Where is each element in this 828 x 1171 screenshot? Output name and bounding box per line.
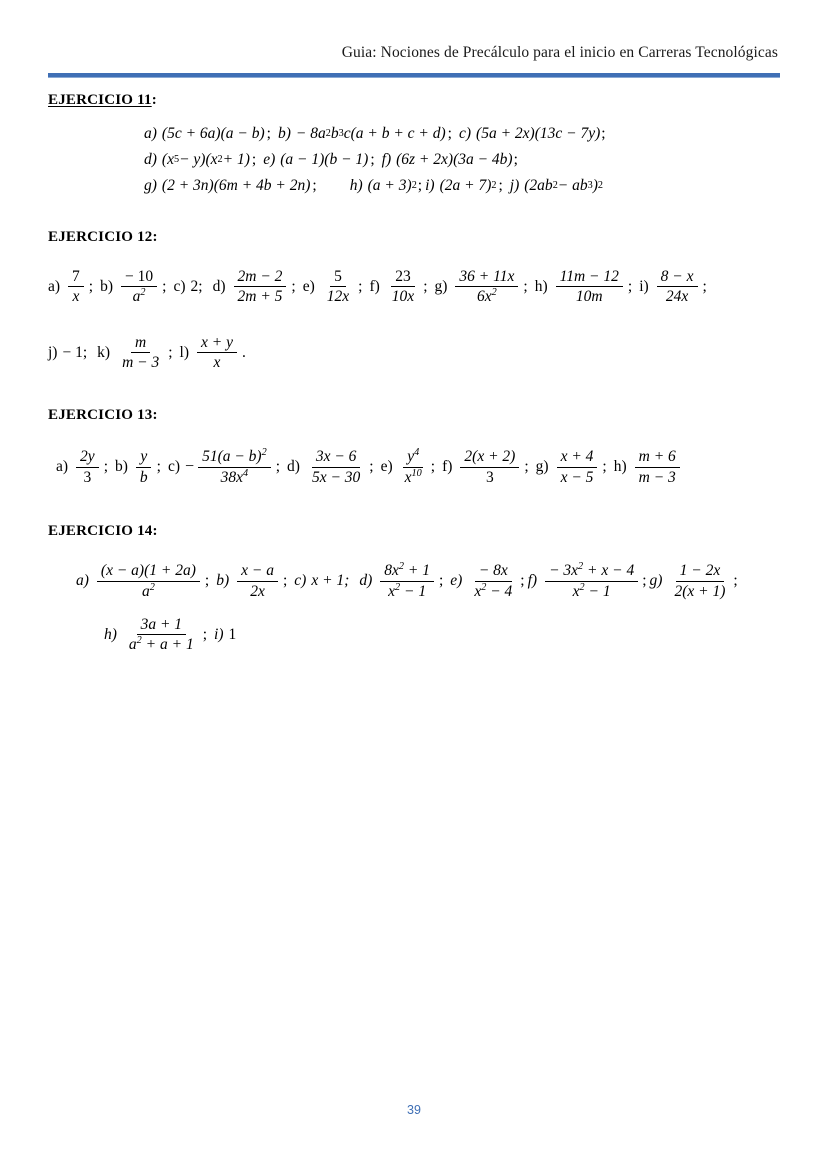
frac-13e-num — [403, 448, 423, 467]
sep-14b: ; — [282, 572, 288, 590]
frac-12d-den: 2m + 5 — [237, 288, 283, 306]
frac-14d-num-tail: + 1 — [404, 562, 430, 580]
frac-14f-den — [569, 582, 615, 600]
frac-13e-den-base: x — [404, 468, 412, 486]
frac-12g-den-exp: 2 — [491, 287, 497, 299]
frac-12e — [323, 268, 353, 306]
item-label-12c: c) — [173, 277, 186, 295]
expr-11b-group: (a + b + c + d) — [350, 125, 446, 142]
item-label-14c: c) — [294, 572, 307, 590]
exercise-12-row-2 — [48, 334, 780, 372]
frac-13c-num — [198, 448, 271, 467]
sep-12e: ; — [358, 277, 363, 295]
item-label-a: a) — [144, 125, 157, 142]
exercise-11-row-3: g) (2 + 3n) (6m + 4b + 2n) ; h) (a + 3) 2 ; i) (2a + 7) 2 ; j) (2ab 2 − ab 3 ) 2 — [144, 177, 604, 194]
item-label-14e: e) — [450, 572, 463, 590]
frac-13c-den-base: 38x — [220, 468, 244, 486]
frac-13h — [635, 448, 680, 486]
expr-11g-part2: (6m + 4b + 2n) — [213, 177, 311, 194]
exercise-14-heading-row — [48, 522, 780, 540]
value-12c: 2; — [190, 277, 203, 295]
frac-12b-num: − 10 — [121, 268, 157, 287]
item-label-e: e) — [263, 151, 276, 168]
frac-14e-den — [470, 582, 516, 600]
frac-14h-num: 3a + 1 — [137, 616, 186, 635]
sep-14f: ; — [642, 572, 647, 590]
expr-11g-part1: (2 + 3n) — [161, 177, 214, 194]
frac-14e — [470, 562, 516, 600]
frac-13g — [557, 448, 598, 486]
frac-13b-den: b — [139, 468, 148, 486]
frac-14d-den — [384, 582, 430, 600]
sign-13c: − — [185, 458, 195, 476]
expr-11f-part1: (6z + 2x) — [396, 151, 454, 168]
frac-14a — [97, 562, 200, 600]
frac-12f-den: 10x — [391, 288, 415, 306]
frac-13e-num-base: y — [407, 448, 415, 466]
frac-14f — [545, 562, 638, 600]
frac-14g-num: 1 − 2x — [676, 562, 725, 581]
frac-13c-num-base: 51(a − b) — [202, 448, 262, 466]
sep-13f: ; — [524, 458, 529, 476]
header-title: Guia: Nociones de Precálculo para el inicio en Carreras Tecnológicas — [341, 44, 778, 61]
item-label-12k: k) — [97, 343, 111, 361]
frac-14a-num: (x − a)(1 + 2a) — [97, 562, 200, 581]
sep-13c: ; — [275, 458, 281, 476]
sep-11h: ; — [417, 177, 423, 194]
frac-12a-num: 7 — [68, 268, 84, 287]
frac-14e-den-exp: 2 — [481, 581, 487, 593]
item-label-12d: d) — [212, 277, 226, 295]
exercise-13-row-1 — [48, 448, 780, 486]
frac-12g-num: 36 + 11x — [455, 268, 518, 287]
item-label-13a: a) — [56, 458, 69, 476]
expr-11e-part2: (b − 1) — [324, 151, 369, 168]
frac-14b-den: 2x — [250, 582, 265, 600]
frac-14f-num-base: − 3x — [549, 562, 579, 580]
sep-11e: ; — [370, 151, 375, 168]
sep-11d: ; — [251, 151, 257, 168]
expr-11d-part2b: + 1) — [222, 151, 250, 168]
frac-13b — [136, 448, 152, 486]
frac-14g-den: 2(x + 1) — [674, 582, 726, 600]
frac-14f-den-tail: − 1 — [584, 582, 611, 600]
item-label-12h: h) — [534, 277, 548, 295]
frac-13c-den — [217, 468, 253, 486]
item-label-14f: f) — [527, 572, 538, 590]
expr-11j-part1: (2ab — [524, 177, 553, 194]
frac-14d-num-base: 8x — [384, 562, 399, 580]
expr-11a-part1: (5c + 6a) — [161, 125, 221, 142]
expr-11b-coef: − 8a — [295, 125, 326, 142]
exercise-11-row-2: d) (x 5 − y) (x 2 + 1) ; e) (a − 1) (b − 1) ; f) (6z + 2x) (3a − 4b) ; — [144, 151, 518, 168]
exercise-14-heading: EJERCICIO 14: — [48, 523, 158, 540]
item-label-14i: i) — [214, 625, 224, 643]
item-label-14g: g) — [649, 572, 663, 590]
item-label-12j: j) — [48, 343, 58, 361]
frac-14b-num: x − a — [237, 562, 278, 581]
item-label-i: i) — [425, 177, 435, 194]
sep-12a: ; — [88, 277, 94, 295]
item-label-13d: d) — [287, 458, 300, 476]
frac-14f-den-exp: 2 — [579, 581, 585, 593]
frac-12k — [118, 334, 163, 372]
frac-13c — [198, 448, 271, 486]
expr-11j-part2: − ab — [557, 177, 588, 194]
item-label-d: d) — [144, 151, 157, 168]
exercise-12-heading-row — [48, 228, 780, 246]
sep-13b: ; — [156, 458, 161, 476]
frac-14a-den-base: a — [141, 582, 150, 600]
sep-13g: ; — [602, 458, 607, 476]
frac-12h-num: 11m − 12 — [556, 268, 623, 287]
value-14c: x + 1; — [311, 572, 350, 590]
sep-11b: ; — [447, 125, 452, 142]
frac-14h — [125, 616, 198, 654]
frac-14e-den-tail: − 4 — [486, 582, 513, 600]
sep-12h: ; — [627, 277, 633, 295]
expr-11d-part1b: − y) — [179, 151, 206, 168]
frac-14h-den — [125, 635, 198, 653]
frac-12l-num: x + y — [197, 334, 237, 353]
frac-12b-den — [129, 287, 150, 305]
sep-12d: ; — [291, 277, 296, 295]
item-label-13h: h) — [613, 458, 627, 476]
frac-13e-den-exp: 10 — [411, 467, 422, 479]
frac-13f — [460, 448, 519, 486]
sep-14g: ; — [733, 572, 738, 590]
item-label-12f: f) — [369, 277, 380, 295]
frac-13g-num: x + 4 — [557, 448, 598, 467]
frac-13c-num-exp: 2 — [261, 447, 267, 459]
frac-12b-den-base: a — [132, 288, 141, 306]
sep-14h: ; — [202, 625, 208, 643]
item-label-j: j) — [509, 177, 520, 194]
exercise-11-heading-row — [48, 91, 780, 109]
expr-11f-part2: (3a − 4b) — [453, 151, 513, 168]
frac-14d-den-exp: 2 — [395, 581, 401, 593]
item-label-14h: h) — [104, 625, 117, 643]
frac-12a-den: x — [72, 288, 80, 306]
expr-11i-part1: (2a + 7) — [439, 177, 492, 194]
item-label-g: g) — [144, 177, 157, 194]
frac-14f-num — [545, 562, 638, 581]
item-label-14b: b) — [216, 572, 230, 590]
sep-12f: ; — [423, 277, 428, 295]
item-label-13c: c) — [167, 458, 181, 476]
frac-14d — [380, 562, 434, 600]
sep-14d: ; — [438, 572, 444, 590]
frac-13c-den-exp: 4 — [243, 467, 249, 479]
header-rule — [48, 73, 780, 78]
expr-11c-part1: (5a + 2x) — [476, 125, 535, 142]
frac-14a-den-exp: 2 — [149, 581, 155, 593]
sep-12i: ; — [702, 277, 707, 295]
sep-13a: ; — [103, 458, 108, 476]
exercise-11-heading — [48, 92, 157, 109]
frac-13d-den: 5x − 30 — [311, 468, 361, 486]
sep-11g: ; — [312, 177, 317, 194]
frac-13b-num: y — [136, 448, 151, 467]
expr-11b-var3: c — [343, 125, 351, 142]
frac-14h-den-exp: 2 — [136, 635, 142, 647]
frac-12g — [455, 268, 518, 306]
frac-13d-num: 3x − 6 — [312, 448, 361, 467]
frac-13f-num: 2(x + 2) — [460, 448, 519, 467]
frac-13e-num-exp: 4 — [414, 447, 420, 459]
sep-12k: ; — [168, 343, 173, 361]
item-label-13b: b) — [115, 458, 128, 476]
expr-11a-part2: (a − b) — [220, 125, 265, 142]
exercise-14-row-1 — [48, 562, 780, 600]
frac-12h-den: 10m — [575, 288, 603, 306]
expr-11e-part1: (a − 1) — [280, 151, 325, 168]
frac-12e-num: 5 — [330, 268, 346, 287]
sep-11a: ; — [266, 125, 271, 142]
expr-11d-part2: (x — [205, 151, 218, 168]
frac-12l — [197, 334, 237, 372]
frac-12d — [234, 268, 287, 306]
expr-11b-var2: b — [330, 125, 339, 142]
frac-12l-den: x — [213, 354, 221, 372]
frac-12k-den: m − 3 — [122, 354, 160, 372]
frac-14h-den-base: a — [128, 636, 137, 654]
item-label-12i: i) — [639, 277, 649, 295]
frac-12h — [556, 268, 623, 306]
frac-14e-num: − 8x — [475, 562, 512, 581]
frac-12f — [388, 268, 418, 306]
frac-13a-den: 3 — [83, 468, 92, 486]
sep-11c: ; — [601, 125, 606, 142]
frac-14b — [237, 562, 278, 600]
item-label-f: f) — [381, 151, 392, 168]
frac-13e-den — [401, 468, 426, 486]
exercise-11-heading-colon: : — [151, 92, 157, 108]
frac-14h-den-tail: + a + 1 — [141, 636, 194, 654]
item-label-12b: b) — [100, 277, 114, 295]
item-label-12g: g) — [434, 277, 448, 295]
item-label-14d: d) — [359, 572, 373, 590]
frac-14g — [670, 562, 729, 600]
value-14i: 1 — [228, 625, 237, 643]
frac-13h-num: m + 6 — [635, 448, 680, 467]
sep-12b: ; — [162, 277, 167, 295]
page-footer — [0, 1103, 828, 1117]
frac-14d-den-tail: − 1 — [400, 582, 427, 600]
frac-12a — [68, 268, 84, 306]
frac-13h-den: m − 3 — [638, 468, 676, 486]
frac-12d-num: 2m − 2 — [234, 268, 287, 287]
exercise-13-heading-row — [48, 406, 780, 424]
frac-14f-den-base: x — [572, 582, 580, 600]
item-label-14a: a) — [76, 572, 89, 590]
frac-14e-den-base: x — [474, 582, 482, 600]
frac-12g-den — [473, 287, 501, 305]
item-label-12l: l) — [179, 343, 190, 361]
item-label-12a: a) — [48, 277, 61, 295]
frac-13d — [308, 448, 364, 486]
frac-12i — [657, 268, 698, 306]
page-number: 39 — [407, 1103, 421, 1117]
sep-13e: ; — [430, 458, 436, 476]
frac-12k-num: m — [131, 334, 150, 353]
frac-13g-den: x − 5 — [560, 468, 594, 486]
page-header — [48, 0, 780, 62]
exercise-11-row-1: a) (5c + 6a) (a − b) ; b) − 8a 2 b 3 c (a + b + c + d) ; c) (5a + 2x) (13c − 7y) ; — [144, 125, 606, 142]
item-label-12e: e) — [302, 277, 315, 295]
frac-12g-den-base: 6x — [477, 288, 492, 306]
exercise-14-row-2 — [48, 616, 780, 654]
exercise-12-row-1 — [48, 268, 780, 306]
expr-11j-part3: ) — [592, 177, 598, 194]
frac-12i-num: 8 − x — [657, 268, 698, 287]
frac-12f-num: 23 — [391, 268, 415, 287]
item-label-h: h) — [349, 177, 363, 194]
item-label-13f: f) — [442, 458, 453, 476]
sep-12l: . — [241, 343, 246, 361]
item-label-13g: g) — [535, 458, 549, 476]
frac-13a — [76, 448, 99, 486]
frac-14f-num-exp: 2 — [578, 561, 584, 572]
frac-13e — [401, 448, 426, 486]
sep-11f: ; — [513, 151, 518, 168]
sep-11i: ; — [498, 177, 503, 194]
frac-14d-den-base: x — [388, 582, 396, 600]
frac-14f-num-tail: + x − 4 — [583, 562, 635, 580]
sep-13d: ; — [369, 458, 374, 476]
frac-14d-num-exp: 2 — [398, 561, 404, 572]
frac-12i-den: 24x — [665, 288, 689, 306]
expr-11c-part2: (13c − 7y) — [534, 125, 601, 142]
item-label-b: b) — [277, 125, 291, 142]
exercise-12-heading: EJERCICIO 12: — [48, 229, 158, 245]
sep-14e: ; — [520, 572, 525, 590]
item-label-13e: e) — [380, 458, 393, 476]
frac-14d-num — [380, 562, 434, 581]
exercise-11-heading-text: EJERCICIO 11 — [48, 92, 152, 108]
expr-11d-part1: (x — [161, 151, 174, 168]
item-label-c: c) — [458, 125, 472, 142]
frac-14a-den — [138, 582, 159, 600]
sep-12g: ; — [523, 277, 528, 295]
sep-14a: ; — [204, 572, 210, 590]
exercise-13-heading: EJERCICIO 13: — [48, 407, 158, 424]
frac-12e-den: 12x — [326, 288, 350, 306]
value-12j: − 1; — [62, 343, 88, 361]
frac-12b-den-exp: 2 — [140, 287, 146, 299]
frac-13f-den: 3 — [485, 468, 494, 486]
frac-12b — [121, 268, 157, 306]
frac-13a-num: 2y — [76, 448, 99, 467]
expr-11h-part1: (a + 3) — [367, 177, 412, 194]
